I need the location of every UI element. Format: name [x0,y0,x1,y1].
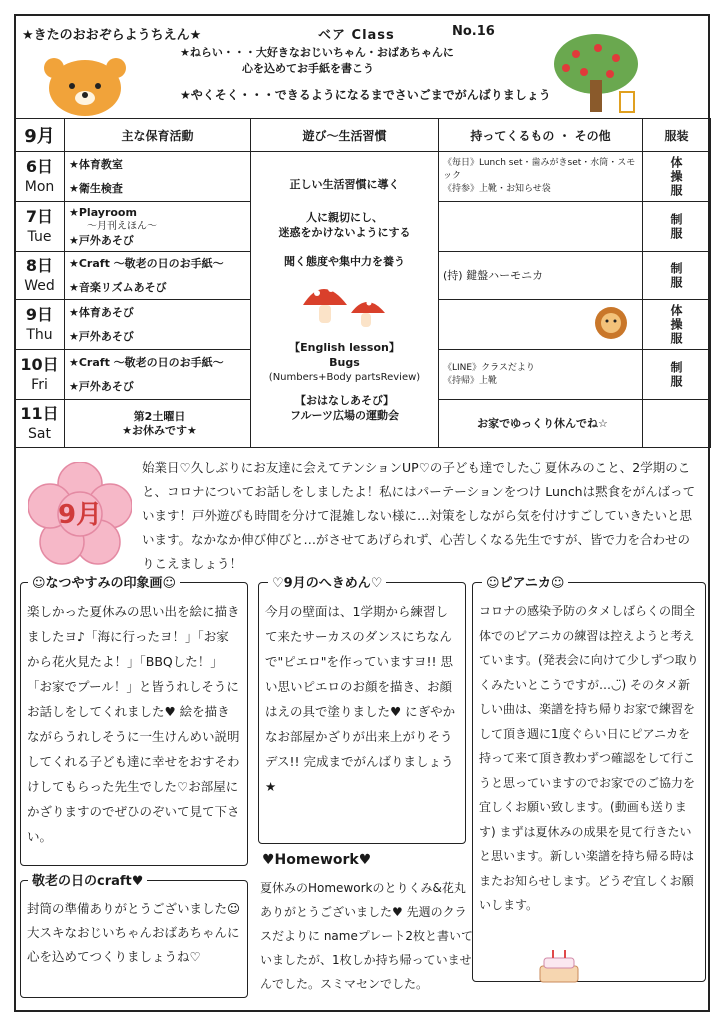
promise-text: ★やくそく・・・できるようになるまでさいごまでがんばりましょう [180,88,551,102]
wall-box [258,582,466,844]
month-header: 9月 [15,119,65,152]
day-cell: 10日 Fri [15,350,65,400]
uniform-cell: 制服 [643,252,711,300]
cake-illustration [534,948,584,988]
activity-cell: ★体育あそび ★戸外あそび [65,300,251,350]
uniform-cell: 体操服 [643,300,711,350]
activity-cell: ★Playroom ～月刊えほん～ ★戸外あそび [65,202,251,252]
summer-box [20,582,248,866]
issue-number: No.16 [452,24,495,39]
pianica-title: ☺ピアニカ☺ [482,572,568,591]
aim-text: ★ねらい・・・大好きなおじいちゃん・おばあちゃんに [180,46,454,59]
schedule-table [14,118,711,448]
bring-cell [439,202,643,252]
wall-text: 今月の壁面は、1学期から練習して来たサーカスのダンスにちなんで"ピエロ"を作っていますヨ!! 思い思いピエロのお顔を描き、お顔はえの具で塗りました♥ にぎやかなお部屋かざりが出来上がりそうデス!! 完成までがんばりましょう★ [265,604,456,794]
bring-cell: (持) 鍵盤ハーモニカ [439,252,643,300]
table-row [15,152,711,202]
day-cell: 6日 Mon [15,152,65,202]
pianica-text: コロナの感染予防のタメしばらくの間全体でのピアニカの練習は控えようと考えています。(発表会に向けて少しずつ取りくみたいとこうですが…◡̈) そのタメ新しい曲は、楽譜を持ち帰りお家で練習をして頂き週に1度ぐらい日にピアニカを持って来て頂き教わずつ確認をして行こうと思っていますのでお家でのご協力を宜しくお願い致します。(動画も送ります) まずは夏休みの成果を見て行きたいと思います。新しい楽譜を持ち帰る時はまたお知らせします。どうぞ宜しくお願いします。 [479,604,699,912]
mushroom-illustration [295,273,395,333]
activity-header: 主な保育活動 [65,119,251,152]
craft-title: 敬老の日のcraft♥ [28,870,147,889]
uniform-cell: 制服 [643,350,711,400]
wall-title: ♡9月のへきめん♡ [268,572,386,591]
homework-title: ♥Homework♥ [258,852,375,868]
bring-header: 持ってくるもの ・ その他 [439,119,643,152]
school-name: ★きたのおおぞらようちえん★ [22,28,202,43]
activity-cell: ★Craft ～敬老の日のお手紙～ ★音楽リズムあそび [65,252,251,300]
month-badge: 9月 [58,500,103,530]
activity-cell: 第2土曜日 ★お休みです★ [65,400,251,448]
bring-cell: 《LINE》クラスだより 《持帰》上靴 [439,350,643,400]
day-cell: 9日 Thu [15,300,65,350]
activity-cell: ★体育教室 ★衛生検査 [65,152,251,202]
uniform-cell [643,400,711,448]
life-habits-cell: 正しい生活習慣に導く 人に親切にし、 迷惑をかけないようにする 聞く態度や集中力を養う 【English lesson】 Bugs (Numbers+Body partsReview) 【おはなしあそび】 フルーツ広場の運動会 [251,152,439,448]
pianica-box [472,582,706,982]
craft-text: 封筒の準備ありがとうございました☺ 大スキなおじいちゃんおばあちゃんに心を込めてつくりましょうね♡ [27,901,241,964]
aim-text-cont: 心を込めてお手紙を書こう [242,62,374,75]
bring-cell: お家でゆっくり休んでね☆ [439,400,643,448]
life-header: 遊び～生活習慣 [251,119,439,152]
uniform-cell: 制服 [643,202,711,252]
bear-illustration [40,52,130,118]
summer-title: ☺なつやすみの印象画☺ [28,572,180,591]
uniform-header: 服装 [643,119,711,152]
summer-text: 楽しかった夏休みの思い出を絵に描きましたヨ♪「海に行ったヨ！」「お家から花火見たよ！」「BBQした！」「お家でプール！」と皆うれしそうにお話しをしてくれました♥ 絵を描きながらうれしそうに一生けんめい説明してくれる子ども達に幸せをおすそわけしてもらった先生でした♡お部屋にかざりますのでぜひのぞいて見て下さい。 [27,604,240,844]
bring-cell: 《毎日》Lunch set・歯みがきset・水筒・スモック 《持参》上靴・お知らせ袋 [439,152,643,202]
bring-cell [439,300,643,350]
lion-illustration [594,303,628,343]
craft-box [20,880,248,998]
day-cell: 11日 Sat [15,400,65,448]
apple-tree-illustration [548,30,648,114]
activity-cell: ★Craft ～敬老の日のお手紙～ ★戸外あそび [65,350,251,400]
uniform-cell: 体操服 [643,152,711,202]
class-label: ベア Class [318,28,395,43]
homework-text: 夏休みのHomeworkのとりくみ&花丸ありがとうございました♥ 先週のクラスだよりに nameプレート2枚と書いていましたが、1枚しか持ち帰っていませんでした。スミマセンでした。 [260,881,474,991]
day-cell: 7日 Tue [15,202,65,252]
day-cell: 8日 Wed [15,252,65,300]
intro-text: 始業日♡久しぶりにお友達に会えてテンションUP♡の子ども達でした◡̈ 夏休みのこと、2学期のこと、コロナについてお話しをしましたよ！私にはパーテーションをつけ Lunchは黙食をがんばっています！戸外遊びも時間を分けて混雑しない様に…対策をしながら気を付けすごしていきたいと思います。なかなか伸び伸びと…がさせてあげられず、心苦しくなる先生ですが、皆で力を合わせのりこえましょう！ [142,460,696,571]
